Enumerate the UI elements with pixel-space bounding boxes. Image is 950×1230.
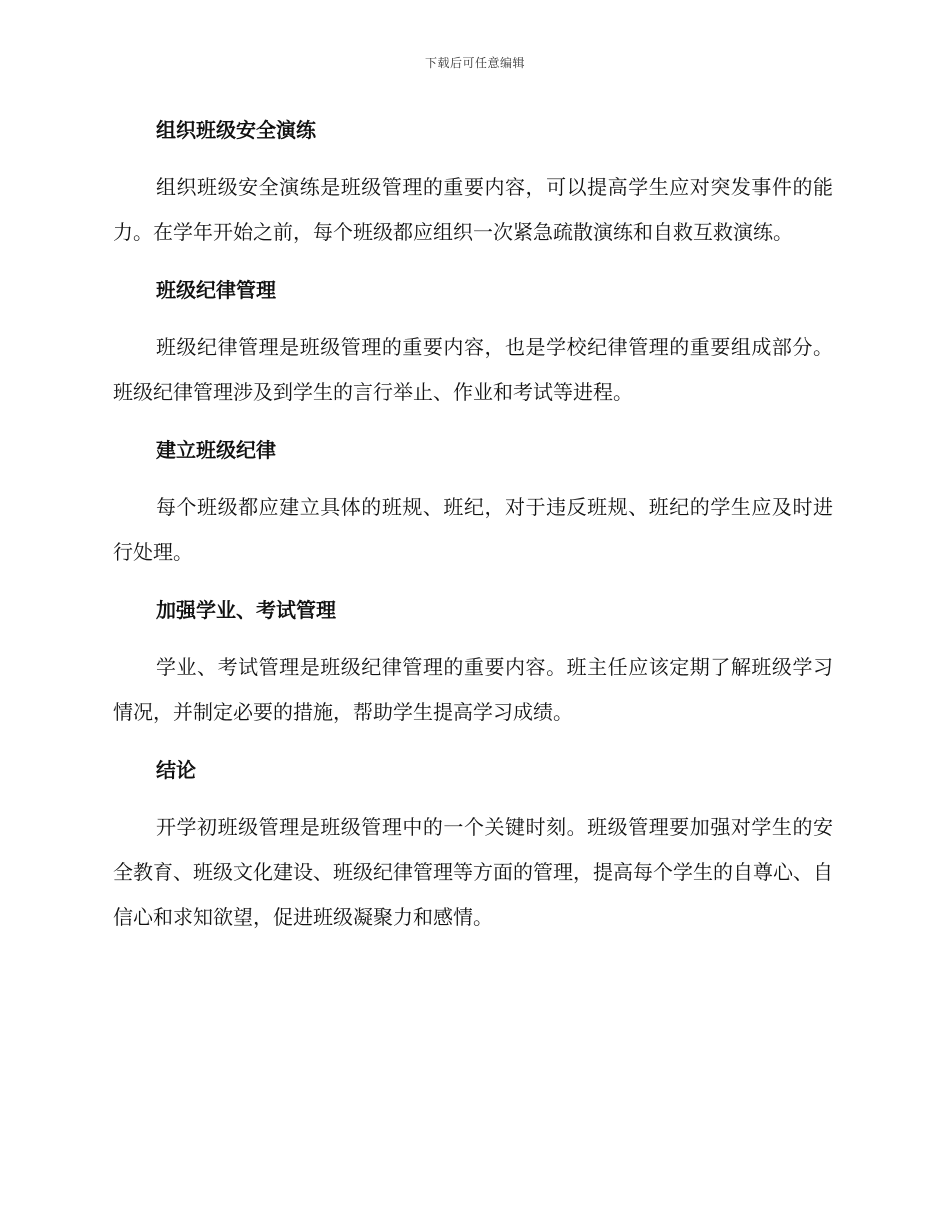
section-establish-discipline bbox=[113, 427, 833, 575]
section-conclusion bbox=[113, 747, 833, 940]
section-paragraph: 开学初班级管理是班级管理中的一个关键时刻。班级管理要加强对学生的安全教育、班级文化建设、班级纪律管理等方面的管理，提高每个学生的自尊心、自信心和求知欲望，促进班级凝聚力和感情。 bbox=[113, 815, 833, 929]
section-discipline-management bbox=[113, 267, 833, 415]
section-heading: 结论 bbox=[156, 758, 196, 782]
section-paragraph: 学业、考试管理是班级纪律管理的重要内容。班主任应该定期了解班级学习情况，并制定必要的措施，帮助学生提高学习成绩。 bbox=[113, 655, 833, 724]
section-paragraph: 每个班级都应建立具体的班规、班纪，对于违反班规、班纪的学生应及时进行处理。 bbox=[113, 495, 833, 564]
section-heading: 建立班级纪律 bbox=[156, 438, 276, 462]
section-paragraph: 组织班级安全演练是班级管理的重要内容，可以提高学生应对突发事件的能力。在学年开始之前，每个班级都应组织一次紧急疏散演练和自救互救演练。 bbox=[113, 175, 833, 244]
section-study-exam-management bbox=[113, 587, 833, 735]
section-heading: 组织班级安全演练 bbox=[156, 118, 316, 142]
section-safety-drill bbox=[113, 107, 833, 255]
section-paragraph: 班级纪律管理是班级管理的重要内容，也是学校纪律管理的重要组成部分。班级纪律管理涉及到学生的言行举止、作业和考试等进程。 bbox=[113, 335, 833, 404]
header-note: 下载后可任意编辑 bbox=[424, 56, 525, 70]
section-heading: 班级纪律管理 bbox=[156, 278, 276, 302]
section-heading: 加强学业、考试管理 bbox=[156, 598, 336, 622]
document-body bbox=[113, 107, 833, 952]
